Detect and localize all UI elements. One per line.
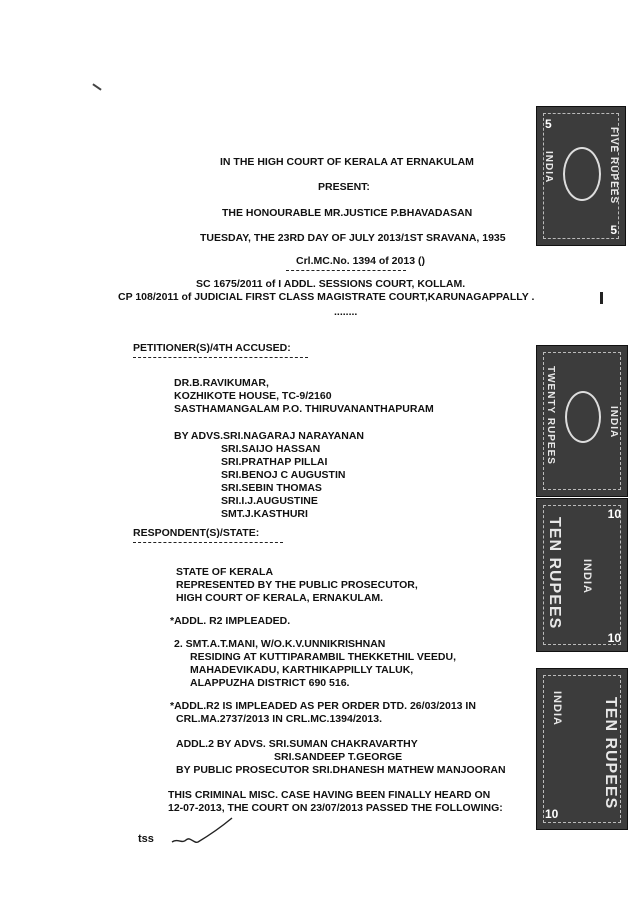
footer-initials: tss [138,833,154,845]
stamp-value: 10 [607,631,621,645]
advocates-intro: BY ADVS.SRI.NAGARAJ NARAYANAN [174,430,365,442]
stamp-value: 10 [545,807,559,821]
petitioner-title-underline [133,357,308,358]
addl2-advocates-line: ADDL.2 BY ADVS. SRI.SUMAN CHAKRAVARTHY [176,738,418,750]
stamp-label: FIVE RUPEES [608,127,619,205]
advocate-name: SRI.BENOJ C AUGUSTIN [221,469,346,481]
sc-reference: SC 1675/2011 of I ADDL. SESSIONS COURT, KOLLAM. [196,278,466,290]
advocate-name: SRI.PRATHAP PILLAI [221,456,328,468]
closing-line: THIS CRIMINAL MISC. CASE HAVING BEEN FINALLY HEARD ON [168,789,491,801]
addl2-advocates-line: SRI.SANDEEP T.GEORGE [274,751,403,763]
advocate-name: SRI.SAIJO HASSAN [221,443,321,455]
revenue-stamp [536,106,626,246]
scan-speck [92,83,101,90]
closing-line: 12-07-2013, THE COURT ON 23/07/2013 PASSED THE FOLLOWING: [168,802,503,814]
stamp-value: 10 [607,507,621,521]
stamp-value: 5 [610,223,617,237]
advocate-name: SRI.I.J.AUGUSTINE [221,495,318,507]
state-line: HIGH COURT OF KERALA, ERNAKULAM. [176,592,384,604]
r2-line: ALAPPUZHA DISTRICT 690 516. [190,677,350,689]
addl2-advocates-line: BY PUBLIC PROSECUTOR SRI.DHANESH MATHEW MANJOORAN [176,764,506,776]
impleaded-line: *ADDL.R2 IS IMPLEADED AS PER ORDER DTD. 26/03/2013 IN [170,700,476,712]
r2-line: RESIDING AT KUTTIPARAMBIL THEKKETHIL VEEDU, [190,651,457,663]
scan-speck [600,292,603,304]
petitioner-title: PETITIONER(S)/4TH ACCUSED: [133,342,291,354]
addl-r2-note: *ADDL. R2 IMPLEADED. [170,615,291,627]
impleaded-line: CRL.MA.2737/2013 IN CRL.MC.1394/2013. [176,713,383,725]
stamp-country: INDIA [543,151,554,184]
signature-scribble [168,814,238,854]
petitioner-address-line: SASTHAMANGALAM P.O. THIRUVANANTHAPURAM [174,403,434,415]
state-line: REPRESENTED BY THE PUBLIC PROSECUTOR, [176,579,418,591]
present-label: PRESENT: [318,181,370,193]
stamp-country: INDIA [581,559,593,594]
revenue-stamp [536,498,628,652]
separator-dots: ........ [334,306,358,318]
state-line: STATE OF KERALA [176,566,274,578]
respondent-title: RESPONDENT(S)/STATE: [133,527,260,539]
revenue-stamp [536,668,628,830]
emblem-icon [563,147,601,201]
stamp-value: 5 [545,117,552,131]
stamp-label: TEN RUPEES [602,697,619,810]
cp-reference: CP 108/2011 of JUDICIAL FIRST CLASS MAGISTRATE COURT,KARUNAGAPPALLY . [118,291,535,303]
stamp-label: TWENTY RUPEES [545,366,556,465]
stamp-country: INDIA [551,691,563,726]
court-name: IN THE HIGH COURT OF KERALA AT ERNAKULAM [220,156,474,168]
case-number: Crl.MC.No. 1394 of 2013 () [296,255,425,267]
revenue-stamp [536,345,628,497]
advocate-name: SMT.J.KASTHURI [221,508,308,520]
petitioner-address-line: DR.B.RAVIKUMAR, [174,377,269,389]
stamp-label: TEN RUPEES [546,517,563,630]
judge-name: THE HONOURABLE MR.JUSTICE P.BHAVADASAN [222,207,473,219]
emblem-icon [565,391,601,443]
respondent-title-underline [133,542,283,543]
r2-line: MAHADEVIKADU, KARTHIKAPPILLY TALUK, [190,664,414,676]
stamp-country: INDIA [608,406,619,439]
r2-line: 2. SMT.A.T.MANI, W/O.K.V.UNNIKRISHNAN [174,638,386,650]
hearing-date: TUESDAY, THE 23RD DAY OF JULY 2013/1ST SRAVANA, 1935 [200,232,506,244]
case-number-underline [286,270,406,271]
petitioner-address-line: KOZHIKOTE HOUSE, TC-9/2160 [174,390,332,402]
advocate-name: SRI.SEBIN THOMAS [221,482,322,494]
